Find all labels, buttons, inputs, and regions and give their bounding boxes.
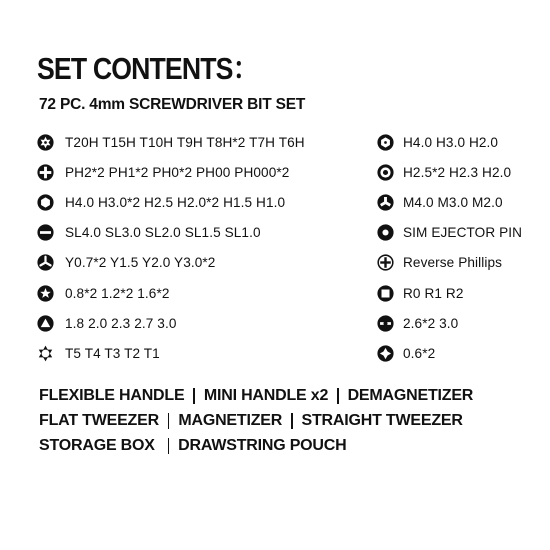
- accessory-item: FLEXIBLE HANDLE: [39, 386, 185, 404]
- bit-sizes: PH2*2 PH1*2 PH0*2 PH00 PH000*2: [65, 164, 290, 180]
- bit-sizes: R0 R1 R2: [403, 285, 464, 301]
- pentalobe-icon: [37, 285, 54, 302]
- bit-sizes: T20H T15H T10H T9H T8H*2 T7H T6H: [65, 134, 305, 150]
- separator: [168, 438, 169, 454]
- bit-sizes: 0.6*2: [403, 345, 436, 361]
- bit-sizes: H2.5*2 H2.3 H2.0: [403, 164, 512, 180]
- list-item: [37, 308, 305, 338]
- accessory-item: STRAIGHT TWEEZER: [301, 411, 463, 429]
- list-item: [37, 338, 305, 368]
- accessory-item: STORAGE BOX: [39, 436, 155, 454]
- list-item: [377, 218, 522, 248]
- accessory-line: [39, 408, 539, 433]
- phillips-icon: [37, 164, 54, 181]
- tri-wing-icon: [37, 254, 54, 271]
- bit-sizes: Reverse Phillips: [403, 255, 503, 271]
- accessory-line: [39, 433, 539, 458]
- right-bit-list: [377, 127, 522, 369]
- triangle-icon: [37, 315, 54, 332]
- hex-icon: [37, 194, 54, 211]
- bit-sizes: H4.0 H3.0*2 H2.5 H2.0*2 H1.5 H1.0: [65, 194, 286, 210]
- spanner-icon: [377, 315, 394, 332]
- separator: [337, 388, 338, 404]
- bit-sizes: Y0.7*2 Y1.5 Y2.0 Y3.0*2: [65, 255, 216, 271]
- accessory-item: MINI HANDLE x2: [203, 386, 329, 404]
- bit-sizes: SIM EJECTOR PIN: [403, 225, 523, 241]
- torx-hole-icon: [37, 134, 54, 151]
- accessory-item: MAGNETIZER: [178, 411, 283, 429]
- page-title: SET CONTENTS：: [37, 51, 259, 86]
- bit-sizes: 0.8*2 1.2*2 1.6*2: [65, 285, 170, 301]
- torx-icon: [37, 345, 54, 362]
- sim-ejector-icon: [377, 224, 394, 241]
- slotted-icon: [37, 224, 54, 241]
- accessory-item: DEMAGNETIZER: [347, 386, 474, 404]
- hex-security-icon: [377, 164, 394, 181]
- separator: [291, 413, 292, 429]
- bit-sizes: T5 T4 T3 T2 T1: [65, 345, 160, 361]
- list-item: [377, 308, 522, 338]
- reverse-phillips-icon: [377, 254, 394, 271]
- hex-hole-icon: [377, 134, 394, 151]
- accessory-item: FLAT TWEEZER: [39, 411, 159, 429]
- list-item: [377, 187, 522, 217]
- separator: [193, 388, 194, 404]
- bit-sizes: H4.0 H3.0 H2.0: [403, 134, 499, 150]
- list-item: [377, 248, 522, 278]
- bit-sizes: M4.0 M3.0 M2.0: [403, 194, 503, 210]
- square-icon: [377, 285, 394, 302]
- bit-sizes: 2.6*2 3.0: [403, 315, 459, 331]
- separator: [168, 413, 169, 429]
- list-item: [37, 127, 305, 157]
- cross-icon: [377, 345, 394, 362]
- bit-sizes: SL4.0 SL3.0 SL2.0 SL1.5 SL1.0: [65, 225, 261, 241]
- list-item: [377, 157, 522, 187]
- list-item: [37, 218, 305, 248]
- accessory-item: DRAWSTRING POUCH: [178, 436, 347, 454]
- list-item: [377, 278, 522, 308]
- set-subtitle: 72 PC. 4mm SCREWDRIVER BIT SET: [39, 96, 306, 113]
- accessory-line: [39, 383, 539, 408]
- list-item: [37, 157, 305, 187]
- tri-point-icon: [377, 194, 394, 211]
- list-item: [37, 248, 305, 278]
- list-item: [377, 127, 522, 157]
- left-bit-list: [37, 127, 305, 369]
- list-item: [377, 338, 522, 368]
- accessories-list: [39, 383, 539, 458]
- list-item: [37, 187, 305, 217]
- bit-sizes: 1.8 2.0 2.3 2.7 3.0: [65, 315, 177, 331]
- list-item: [37, 278, 305, 308]
